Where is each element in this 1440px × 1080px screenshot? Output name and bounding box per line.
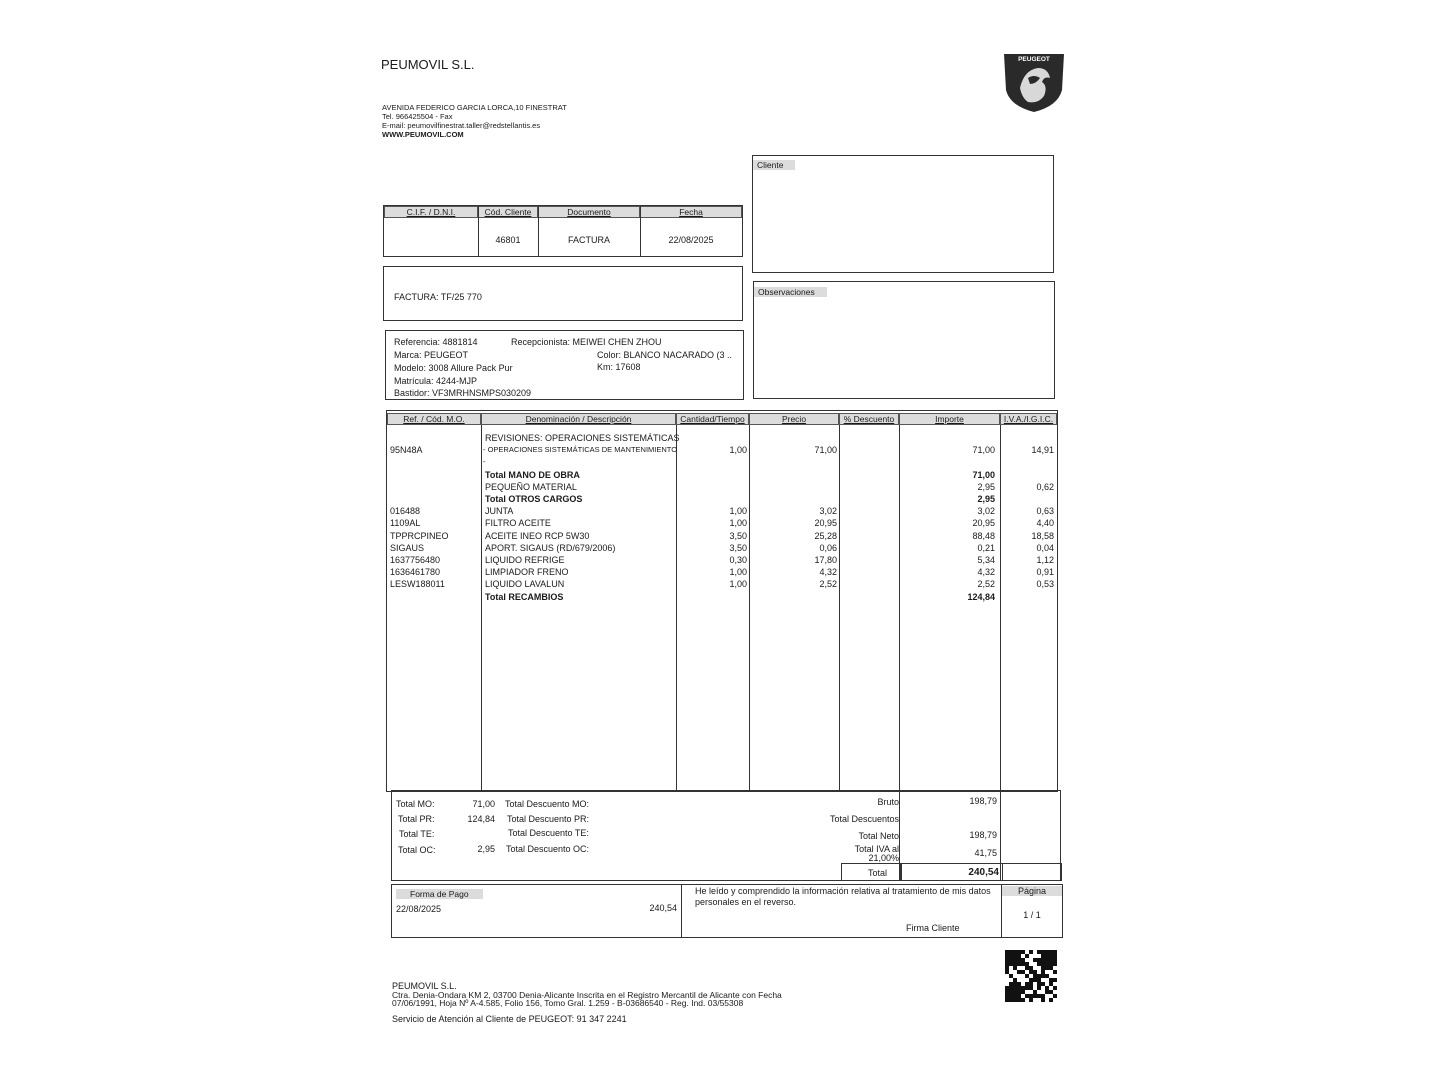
invoice-number-box [383,266,743,321]
qr-module [1041,966,1045,970]
row-amount: 71,00 [972,469,995,480]
header-cif: C.I.F. / D.N.I. [384,206,478,218]
qr-module [1037,986,1041,990]
qr-module [1037,962,1041,966]
col-header-ref: Ref. / Cód. M.O. [387,413,481,425]
qr-module [1045,966,1049,970]
col-header-amount: Importe [899,413,1000,425]
row-desc: LIQUIDO LAVALUN [485,579,565,590]
row-qty: 1,00 [729,518,747,529]
qr-module [1053,970,1057,974]
row-iva: 0,04 [1036,542,1054,553]
qr-module [1005,962,1009,966]
col-header-discount: % Descuento [839,413,899,425]
header-cod-cliente: Cód. Cliente [478,206,538,218]
qr-module [1049,998,1053,1002]
row-price: 17,80 [814,555,837,565]
qr-module [1017,970,1021,974]
qr-module [1033,990,1037,994]
row-desc: FILTRO ACEITE [485,518,551,529]
qr-module [1005,986,1009,990]
footer-service: Servicio de Atención al Cliente de PEUGEOT: 91 347 2241 [392,1014,627,1024]
row-desc: Total MANO DE OBRA [485,469,580,480]
total-oc-disc-label: Total Descuento OC: [506,844,590,854]
company-address: AVENIDA FEDERICO GARCIA LORCA,10 FINESTRAT [382,103,567,112]
row-ref: 1109AL [390,518,421,529]
qr-module [1049,954,1053,958]
col-header-price: Precio [749,413,839,425]
total-pr-disc-label: Total Descuento PR: [507,814,590,824]
header-documento: Documento [538,206,640,218]
qr-module [1033,974,1037,978]
qr-module [1041,958,1045,962]
payment-amount: 240,54 [649,903,677,913]
qr-module [1033,970,1037,974]
qr-module [1029,966,1033,970]
row-desc: Total OTROS CARGOS [485,494,583,504]
row-qty: 1,00 [729,579,747,590]
items-table [386,410,1058,792]
row-price: 20,95 [814,518,837,529]
qr-module [1049,966,1053,970]
qr-module [1029,970,1033,974]
row-iva: 1,12 [1036,555,1054,565]
company-name: PEUMOVIL S.L. [381,57,475,72]
qr-module [1005,954,1009,958]
row-iva: 0,62 [1036,481,1054,492]
row-desc: LIMPIADOR FRENO [485,567,569,578]
qr-module [1021,986,1025,990]
vehicle-km: Km: 17608 [597,362,641,372]
qr-module [1029,986,1033,990]
total-box [841,863,1062,881]
payment-label: Forma de Pago [396,889,483,899]
qr-module [1041,950,1045,954]
row-iva: 18,58 [1031,530,1054,541]
company-web: WWW.PEUMOVIL.COM [382,130,464,139]
qr-module [1025,986,1029,990]
row-iva: 14,91 [1031,445,1054,456]
qr-module [1009,962,1013,966]
client-label: Cliente [753,160,795,170]
qr-module [1021,958,1025,962]
qr-module [1013,978,1017,982]
qr-module [1005,950,1009,954]
bruto-label: Bruto [877,797,899,807]
row-amount: 124,84 [967,591,995,602]
qr-module [1049,962,1053,966]
row-amount: 2,95 [977,494,995,504]
row-desc: JUNTA [485,506,514,517]
qr-module [1025,974,1029,978]
vehicle-referencia: Referencia: 4881814 [394,337,478,347]
qr-module [1053,978,1057,982]
qr-module [1045,962,1049,966]
qr-module [1005,958,1009,962]
qr-module [1017,950,1021,954]
qr-module [1037,978,1041,982]
qr-module [1029,950,1033,954]
qr-module [1053,962,1057,966]
total-mo-disc-label: Total Descuento MO: [505,799,590,809]
qr-module [1037,950,1041,954]
total-oc-label: Total OC: [398,845,436,855]
total-pr-label: Total PR: [398,814,435,824]
iva-value: 41,75 [974,848,997,858]
row-ref: 016488 [390,506,421,517]
footer-legal-2: 07/06/1991, Hoja Nº A-4.585, Folio 156, Tomo Gral. 1.259 - B-03686540 - Reg. Ind. 03/55308 [392,998,744,1008]
qr-module [1005,970,1009,974]
client-box [752,155,1054,273]
qr-module [1017,958,1021,962]
vehicle-recepcionista: Recepcionista: MEIWEI CHEN ZHOU [511,337,662,347]
qr-module [1053,958,1057,962]
neto-value: 198,79 [969,830,997,840]
observations-label: Observaciones [754,287,827,297]
company-phone: Tel. 966425504 - Fax [382,112,453,121]
totals-box [391,790,1061,881]
row-desc: LIQUIDO REFRIGE [485,555,565,565]
qr-module [1005,994,1009,998]
footer-legal-1: Ctra. Denia-Ondara KM 2, 03700 Denia-Alicante Inscrita en el Registro Mercantil de Alicante con Fecha [392,990,782,1000]
qr-module [1033,994,1037,998]
descuentos-label: Total Descuentos [829,814,899,824]
qr-module [1049,950,1053,954]
qr-module [1013,982,1017,986]
total-label: Total [867,868,887,878]
row-qty: 1,00 [729,445,747,456]
vehicle-matricula: Matrícula: 4244-MJP [394,376,478,386]
qr-module [1053,986,1057,990]
row-amount: 2,52 [977,579,995,590]
vehicle-color: Color: BLANCO NACARADO (3 .. [597,350,733,360]
doc-header-table [383,205,743,257]
qr-module [1029,998,1033,1002]
qr-module [1013,950,1017,954]
qr-module [1045,954,1049,958]
qr-module [1017,990,1021,994]
fecha-value: 22/08/2025 [668,235,714,245]
qr-module [1041,982,1045,986]
row-price: 25,28 [814,530,837,541]
qr-module [1041,970,1045,974]
iva-label: Total IVA al [854,844,899,854]
qr-module [1049,982,1053,986]
consent-text: He leído y comprendido la información relativa al tratamiento de mis datos personales en el reverso. [695,886,991,907]
peugeot-logo [998,50,1070,114]
qr-module [1033,978,1037,982]
row-amount: 3,02 [977,506,995,517]
row-amount: 2,95 [977,481,995,492]
row-desc: - [483,457,486,467]
row-qty: 3,50 [729,542,747,553]
row-qty: 1,00 [729,567,747,578]
neto-label: Total Neto [858,831,899,841]
observations-box [753,281,1055,399]
qr-module [1013,986,1017,990]
qr-module [1017,998,1021,1002]
qr-module [1017,962,1021,966]
qr-module [1025,994,1029,998]
total-te-label: Total TE: [399,829,435,839]
qr-module [1009,998,1013,1002]
vehicle-modelo: Modelo: 3008 Allure Pack Pur [394,363,513,373]
row-amount: 88,48 [972,530,995,541]
row-price: 3,02 [819,506,837,517]
payment-box [391,884,1063,938]
vehicle-box [385,330,744,400]
row-ref: SIGAUS [390,542,425,553]
qr-module [1017,986,1021,990]
vehicle-bastidor: Bastidor: VF3MRHNSMPS030209 [394,388,532,398]
row-iva: 4,40 [1036,518,1054,529]
qr-module [1009,950,1013,954]
qr-module [1049,990,1053,994]
cod-cliente-value: 46801 [495,235,521,245]
col-header-iva: I.V.A./I.G.I.C. [1000,413,1057,425]
qr-module [1053,954,1057,958]
qr-module [1021,962,1025,966]
total-mo-value: 71,00 [472,799,495,809]
logo-text: PEUGEOT [1018,56,1050,63]
qr-module [1021,998,1025,1002]
qr-module [1021,950,1025,954]
qr-module [1041,962,1045,966]
qr-module [1009,990,1013,994]
row-ref: 1637756480 [390,555,441,565]
row-desc: PEQUEÑO MATERIAL [485,481,577,492]
row-qty: 0,30 [729,555,747,565]
row-price: 2,52 [819,579,837,590]
qr-module [1005,998,1009,1002]
row-ref: LESW188011 [390,579,445,590]
qr-module [1009,974,1013,978]
qr-module [1005,966,1009,970]
row-amount: 5,34 [977,555,995,565]
qr-module [1009,994,1013,998]
row-desc: ACEITE INEO RCP 5W30 [485,530,590,541]
qr-module [1029,982,1033,986]
qr-module [1041,994,1045,998]
qr-module [1037,994,1041,998]
qr-module [1045,974,1049,978]
qr-module [1041,974,1045,978]
documento-value: FACTURA [567,235,610,245]
qr-module [1013,962,1017,966]
row-iva: 0,91 [1036,567,1054,578]
qr-module [1005,990,1009,994]
row-desc: APORT. SIGAUS (RD/679/2006) [485,542,616,553]
total-te-disc-label: Total Descuento TE: [508,828,589,838]
qr-module [1021,970,1025,974]
total-oc-value: 2,95 [477,844,495,854]
qr-module [1053,950,1057,954]
qr-module [1013,954,1017,958]
footer-company: PEUMOVIL S.L. [392,981,457,991]
qr-module [1017,994,1021,998]
invoice-number: FACTURA: TF/25 770 [394,292,482,302]
qr-module [1009,986,1013,990]
col-header-desc: Denominación / Descripción [481,413,676,425]
row-amount: 0,21 [977,542,995,553]
qr-module [1025,982,1029,986]
qr-module [1013,958,1017,962]
qr-module [1045,990,1049,994]
qr-module [1025,962,1029,966]
qr-module [1053,994,1057,998]
qr-module [1009,954,1013,958]
qr-module [1041,998,1045,1002]
row-iva: 0,53 [1036,579,1054,590]
row-ref: TPPRCPINEO [390,530,449,541]
qr-module [1021,990,1025,994]
qr-module [1049,958,1053,962]
company-email: E-mail: peumovilfinestrat.taller@redstellantis.es [382,121,541,130]
row-qty: 1,00 [729,506,747,517]
row-desc: - OPERACIONES SISTEMÁTICAS DE MANTENIMIENTO [483,445,678,455]
qr-module [1017,982,1021,986]
row-ref: 1636461780 [390,567,441,578]
row-ref: 95N48A [390,445,423,456]
row-amount: 20,95 [972,518,995,529]
row-desc: Total RECAMBIOS [485,591,564,602]
row-qty: 3,50 [729,530,747,541]
row-amount: 71,00 [972,445,995,456]
qr-module [1045,950,1049,954]
qr-module [1009,982,1013,986]
row-price: 0,06 [819,542,837,553]
qr-module [1013,994,1017,998]
row-desc: REVISIONES: OPERACIONES SISTEMÁTICAS [485,433,680,443]
qr-module [1041,954,1045,958]
qr-module [1037,974,1041,978]
bruto-value: 198,79 [969,796,997,806]
row-iva: 0,63 [1036,506,1054,517]
vehicle-marca: Marca: PEUGEOT [394,350,469,360]
qr-module [1009,958,1013,962]
row-price: 71,00 [814,445,837,456]
row-price: 4,32 [819,567,837,578]
total-mo-label: Total MO: [396,799,435,809]
header-fecha: Fecha [640,206,742,218]
qr-module [1029,994,1033,998]
qr-module [1017,954,1021,958]
page-label: Página [1002,886,1062,896]
signature-label: Firma Cliente [906,923,960,933]
qr-module [1025,966,1029,970]
payment-date: 22/08/2025 [396,904,442,914]
qr-module [1045,958,1049,962]
qr-code [1005,950,1057,1002]
qr-module [1037,982,1041,986]
qr-module [1033,958,1037,962]
qr-module [1013,998,1017,1002]
qr-module [1049,978,1053,982]
qr-module [1025,954,1029,958]
iva-rate: 21,00% [868,853,899,863]
total-pr-value: 124,84 [467,814,495,824]
col-header-qty: Cantidad/Tiempo [676,413,749,425]
row-amount: 4,32 [977,567,995,578]
page-value: 1 / 1 [1023,910,1041,920]
total-value: 240,54 [968,867,999,878]
qr-module [1013,966,1017,970]
qr-module [1037,958,1041,962]
qr-module [1045,986,1049,990]
qr-module [1013,990,1017,994]
qr-module [1029,978,1033,982]
